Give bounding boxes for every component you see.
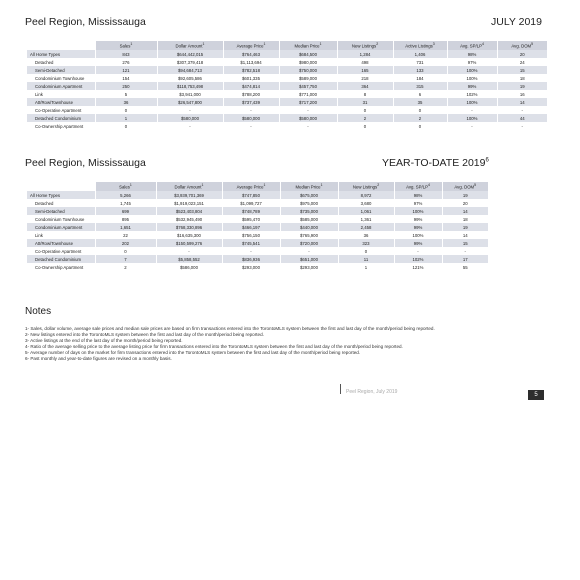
region-title: Peel Region, Mississauga	[25, 16, 146, 28]
ytd-col-header	[222, 182, 280, 191]
ytd-cell: 18	[442, 215, 488, 223]
ytd-cell: 3,680	[338, 199, 394, 207]
ytd-col-header-label: Median Price	[295, 184, 321, 190]
monthly-cell: $601,335	[223, 74, 279, 82]
monthly-cell: 0	[95, 106, 157, 114]
monthly-col-header	[393, 41, 447, 50]
ytd-cell: -	[442, 247, 488, 255]
ytd-cell: 1	[338, 263, 394, 271]
monthly-cell: $580,000	[279, 114, 337, 122]
monthly-col-header-note: 5	[531, 42, 534, 47]
ytd-cell: 1,061	[338, 207, 394, 215]
monthly-cell: 0	[337, 122, 393, 130]
ytd-cell: $675,000	[280, 191, 338, 199]
monthly-col-header-note: 3	[432, 42, 435, 47]
monthly-cell: $684,500	[279, 50, 337, 58]
ytd-row-label: Condominium Apartment	[27, 223, 95, 231]
monthly-col-header-note: 1	[319, 42, 322, 47]
monthly-cell: 250	[95, 82, 157, 90]
monthly-cell: $737,439	[223, 98, 279, 106]
monthly-cell: $580,000	[223, 114, 279, 122]
monthly-row	[27, 122, 547, 130]
monthly-cell: 2	[393, 114, 447, 122]
ytd-cell: 1,651	[95, 223, 156, 231]
monthly-cell: -	[497, 122, 547, 130]
monthly-cell: 1	[95, 114, 157, 122]
monthly-col-header	[337, 41, 393, 50]
monthly-row-label: Detached	[35, 59, 54, 65]
ytd-cell: 22	[95, 231, 156, 239]
monthly-row-label: Att/Row/Townhouse	[27, 98, 95, 106]
ytd-cell: 323	[338, 239, 394, 247]
ytd-row	[27, 223, 488, 231]
ytd-col-header	[156, 182, 222, 191]
monthly-col-header-note: 4	[481, 42, 484, 47]
monthly-cell: 154	[95, 74, 157, 82]
ytd-region-title: Peel Region, Mississauga	[25, 157, 146, 169]
monthly-cell: 24	[497, 58, 547, 66]
ytd-cell: $293,000	[280, 263, 338, 271]
monthly-cell: 18	[497, 74, 547, 82]
monthly-cell: 6	[393, 90, 447, 98]
monthly-cell: $782,518	[223, 66, 279, 74]
monthly-cell: 99%	[447, 82, 497, 90]
ytd-period-text: YEAR-TO-DATE 2019	[382, 157, 486, 169]
ytd-cell: $1,919,023,151	[156, 199, 222, 207]
ytd-row	[27, 255, 488, 263]
monthly-cell: 1,406	[393, 50, 447, 58]
ytd-cell: 2,458	[338, 223, 394, 231]
monthly-row-label: Condominium Townhouse	[35, 75, 85, 81]
ytd-cell: $585,000	[280, 215, 338, 223]
monthly-row-label: Co-Ownership Apartment	[35, 123, 84, 129]
monthly-row-label: All Home Types	[27, 50, 95, 58]
monthly-cell: $764,463	[223, 50, 279, 58]
ytd-cell: $747,850	[222, 191, 280, 199]
monthly-cell: -	[497, 106, 547, 114]
ytd-row	[27, 231, 488, 239]
ytd-cell: $16,635,300	[156, 231, 222, 239]
ytd-cell: 202	[95, 239, 156, 247]
ytd-cell: $651,000	[280, 255, 338, 263]
ytd-col-header-note: 1	[129, 183, 132, 188]
monthly-row	[27, 82, 547, 90]
monthly-row-label: Detached Condominium	[27, 114, 95, 122]
monthly-cell: 843	[95, 50, 157, 58]
ytd-col-header-note: 4	[427, 183, 430, 188]
monthly-row-label: Co-Operative Apartment	[35, 107, 82, 113]
monthly-cell: 15	[497, 66, 547, 74]
ytd-cell: 100%	[394, 231, 442, 239]
ytd-row-label: Att/Row/Townhouse	[27, 239, 95, 247]
monthly-col-header-label: New Listings	[351, 43, 377, 49]
monthly-cell: 19	[497, 82, 547, 90]
monthly-cell: $580,000	[157, 114, 223, 122]
period-title: JULY 2019	[491, 16, 542, 28]
monthly-cell: $589,000	[279, 74, 337, 82]
ytd-col-header-note: 1	[201, 183, 204, 188]
ytd-cell: 8,972	[338, 191, 394, 199]
ytd-cell: 19	[442, 223, 488, 231]
monthly-cell: $980,000	[279, 58, 337, 66]
ytd-cell: 20	[442, 199, 488, 207]
ytd-cell: 99%	[394, 215, 442, 223]
ytd-cell: 1,361	[338, 215, 394, 223]
page-marker: 5	[528, 390, 544, 400]
ytd-row	[27, 191, 488, 199]
monthly-cell: $92,605,586	[157, 74, 223, 82]
ytd-row-label: All Home Types	[27, 191, 95, 199]
monthly-cell: -	[157, 122, 223, 130]
note-item: 2- New listings entered into the TorontoMLS system between the first and last day of the month/period being reported.	[25, 332, 264, 337]
ytd-col-header	[95, 182, 156, 191]
monthly-cell: 97%	[447, 58, 497, 66]
monthly-cell: 364	[337, 82, 393, 90]
ytd-period-title	[382, 157, 489, 169]
monthly-col-header	[157, 41, 223, 50]
monthly-cell: 36	[95, 98, 157, 106]
ytd-cell: $3,939,701,369	[156, 191, 222, 199]
monthly-cell: $457,750	[279, 82, 337, 90]
note-item: 4- Ratio of the average selling price to the average listing price for firm transactions entered into the TorontoMLS system between the first and last day of the month/period being reported.	[25, 344, 403, 349]
monthly-row-label: Semi-Detached	[27, 66, 95, 74]
ytd-cell: 121%	[394, 263, 442, 271]
ytd-cell: -	[156, 247, 222, 255]
monthly-col-header-label: Dollar Amount	[175, 43, 203, 49]
monthly-cell: $771,000	[279, 90, 337, 98]
ytd-cell: $975,000	[280, 199, 338, 207]
ytd-cell: $440,000	[280, 223, 338, 231]
monthly-cell: $307,379,418	[157, 58, 223, 66]
ytd-cell: $595,470	[222, 215, 280, 223]
ytd-row	[27, 207, 488, 215]
ytd-cell: $523,403,804	[156, 207, 222, 215]
monthly-row	[27, 66, 547, 74]
footer-divider	[340, 384, 341, 394]
ytd-col-header-label: New Listings	[352, 184, 378, 190]
monthly-cell: 100%	[447, 114, 497, 122]
monthly-col-header-note: 1	[202, 42, 205, 47]
monthly-row	[27, 74, 547, 82]
monthly-cell: 498	[337, 58, 393, 66]
ytd-cell: 99%	[394, 239, 442, 247]
ytd-cell: 7	[95, 255, 156, 263]
monthly-col-header-label: Avg. SP/LP	[460, 43, 482, 49]
ytd-row-label: Link	[35, 232, 43, 238]
ytd-cell: 97%	[394, 199, 442, 207]
monthly-cell: 731	[393, 58, 447, 66]
monthly-col-header-label: Active Listings	[405, 43, 433, 49]
ytd-cell: 5,266	[95, 191, 156, 199]
monthly-cell: 276	[95, 58, 157, 66]
ytd-cell: $765,900	[280, 231, 338, 239]
monthly-cell: 184	[393, 74, 447, 82]
ytd-cell: 2	[95, 263, 156, 271]
monthly-cell: -	[447, 122, 497, 130]
monthly-cell: 35	[393, 98, 447, 106]
ytd-row	[27, 199, 488, 207]
monthly-cell: 0	[95, 122, 157, 130]
monthly-cell: -	[279, 122, 337, 130]
ytd-cell: 14	[442, 231, 488, 239]
footer-text: Peel Region, July 2019	[346, 389, 398, 395]
ytd-col-header-note: 5	[474, 183, 477, 188]
ytd-col-header-label: Sales	[119, 184, 130, 190]
monthly-cell: $788,200	[223, 90, 279, 98]
monthly-cell: 98%	[447, 50, 497, 58]
monthly-row-label: Condominium Apartment	[27, 82, 95, 90]
monthly-cell: $3,941,000	[157, 90, 223, 98]
monthly-cell: 20	[497, 50, 547, 58]
monthly-cell: 44	[497, 114, 547, 122]
ytd-cell: $836,936	[222, 255, 280, 263]
monthly-cell: -	[157, 106, 223, 114]
ytd-cell: $735,000	[280, 207, 338, 215]
ytd-cell: 99%	[394, 223, 442, 231]
monthly-col-header-label: Avg. DOM	[511, 43, 532, 49]
monthly-cell: 2	[337, 114, 393, 122]
monthly-cell: 218	[337, 74, 393, 82]
monthly-col-header	[279, 41, 337, 50]
ytd-period-sup: 6	[485, 157, 489, 164]
ytd-cell: $768,330,896	[156, 223, 222, 231]
monthly-cell: -	[223, 106, 279, 114]
ytd-row	[27, 239, 488, 247]
ytd-cell: 699	[95, 207, 156, 215]
ytd-col-header-label: Average Price	[236, 184, 264, 190]
ytd-cell: 14	[442, 207, 488, 215]
ytd-stats-table	[27, 182, 488, 271]
ytd-col-header-note: 1	[320, 183, 323, 188]
ytd-cell: $756,150	[222, 231, 280, 239]
ytd-cell: 55	[442, 263, 488, 271]
monthly-col-header-label: Sales	[119, 43, 131, 49]
note-item: 3- Active listings at the end of the last day of the month/period being reported.	[25, 338, 183, 343]
monthly-cell: 102%	[447, 90, 497, 98]
ytd-row-label: Detached Condominium	[27, 255, 95, 263]
monthly-cell: -	[447, 106, 497, 114]
monthly-cell: 31	[337, 98, 393, 106]
monthly-col-header	[497, 41, 547, 50]
monthly-col-header-label: Median Price	[294, 43, 320, 49]
ytd-col-header-note: 1	[263, 183, 266, 188]
monthly-col-header	[447, 41, 497, 50]
monthly-cell: $118,753,498	[157, 82, 223, 90]
monthly-cell: 165	[337, 66, 393, 74]
monthly-cell: $750,000	[279, 66, 337, 74]
monthly-stats-table	[27, 41, 547, 130]
ytd-cell: 98%	[394, 191, 442, 199]
monthly-cell: 133	[393, 66, 447, 74]
ytd-cell: $586,000	[156, 263, 222, 271]
monthly-row	[27, 58, 547, 66]
ytd-cell: 36	[338, 231, 394, 239]
ytd-cell: 1,745	[95, 199, 156, 207]
ytd-cell: $532,945,490	[156, 215, 222, 223]
monthly-cell: $26,547,800	[157, 98, 223, 106]
ytd-cell: $150,599,276	[156, 239, 222, 247]
monthly-row-label: Link	[35, 91, 43, 97]
notes-list	[25, 326, 495, 362]
monthly-cell: 100%	[447, 98, 497, 106]
monthly-row	[27, 50, 547, 58]
ytd-cell: $466,197	[222, 223, 280, 231]
ytd-cell: 11	[338, 255, 394, 263]
note-item: 5- Average number of days on the market for firm transactions entered into the TorontoMLS system between the first and last day of the month/period being reported.	[25, 350, 361, 355]
monthly-cell: -	[223, 122, 279, 130]
ytd-cell: 102%	[394, 255, 442, 263]
monthly-cell: 0	[393, 122, 447, 130]
monthly-col-header-note: 2	[376, 42, 379, 47]
ytd-cell: 15	[442, 239, 488, 247]
ytd-cell: $748,789	[222, 207, 280, 215]
monthly-cell: -	[279, 106, 337, 114]
monthly-cell: 121	[95, 66, 157, 74]
monthly-cell: 1,284	[337, 50, 393, 58]
ytd-row-label: Detached	[35, 200, 54, 206]
ytd-cell: $293,000	[222, 263, 280, 271]
monthly-col-header-label: Average Price	[236, 43, 264, 49]
ytd-row-label: Semi-Detached	[27, 207, 95, 215]
monthly-cell: 100%	[447, 66, 497, 74]
ytd-col-header	[338, 182, 394, 191]
monthly-cell: 100%	[447, 74, 497, 82]
monthly-col-header-note: 1	[130, 42, 133, 47]
monthly-cell: $644,442,015	[157, 50, 223, 58]
ytd-cell: -	[280, 247, 338, 255]
ytd-cell: 19	[442, 191, 488, 199]
monthly-row	[27, 98, 547, 106]
ytd-cell: -	[222, 247, 280, 255]
ytd-cell: $5,858,552	[156, 255, 222, 263]
notes-title: Notes	[25, 306, 52, 317]
ytd-cell: $1,099,727	[222, 199, 280, 207]
ytd-col-header	[394, 182, 442, 191]
ytd-cell: 0	[95, 247, 156, 255]
monthly-cell: 5	[95, 90, 157, 98]
blank-header	[27, 182, 95, 191]
ytd-col-header	[280, 182, 338, 191]
monthly-cell: $1,113,694	[223, 58, 279, 66]
monthly-cell: 14	[497, 98, 547, 106]
blank-header	[27, 41, 95, 50]
monthly-cell: 0	[393, 106, 447, 114]
monthly-col-header	[223, 41, 279, 50]
ytd-row	[27, 215, 488, 223]
ytd-cell: 17	[442, 255, 488, 263]
monthly-cell: $474,814	[223, 82, 279, 90]
ytd-row	[27, 247, 488, 255]
monthly-col-header-note: 1	[263, 42, 266, 47]
monthly-cell: $94,684,713	[157, 66, 223, 74]
monthly-row	[27, 90, 547, 98]
note-item: 6- Past monthly and year-to-date figures are revised on a monthly basis.	[25, 356, 172, 361]
monthly-cell: 16	[497, 90, 547, 98]
ytd-cell: 100%	[394, 207, 442, 215]
ytd-col-header-label: Avg. SP/LP	[406, 184, 428, 190]
ytd-cell: 895	[95, 215, 156, 223]
monthly-col-header	[95, 41, 157, 50]
note-item: 1- Sales, dollar volume, average sale prices and median sale prices are based on firm transactions entered into the TorontoMLS system between the first and last day of the month/period being reported.	[25, 326, 435, 331]
ytd-cell: -	[394, 247, 442, 255]
ytd-col-header-note: 2	[377, 183, 380, 188]
ytd-col-header-label: Dollar Amount	[174, 184, 202, 190]
ytd-row	[27, 263, 488, 271]
monthly-row	[27, 114, 547, 122]
monthly-cell: 0	[337, 106, 393, 114]
monthly-cell: 8	[337, 90, 393, 98]
monthly-cell: 315	[393, 82, 447, 90]
ytd-row-label: Co-Operative Apartment	[35, 248, 82, 254]
ytd-row-label: Co-Ownership Apartment	[35, 264, 84, 270]
ytd-cell: $745,541	[222, 239, 280, 247]
ytd-cell: $720,000	[280, 239, 338, 247]
ytd-cell: 0	[338, 247, 394, 255]
monthly-row	[27, 106, 547, 114]
ytd-row-label: Condominium Townhouse	[35, 216, 85, 222]
monthly-cell: $717,200	[279, 98, 337, 106]
ytd-col-header-label: Avg. DOM	[454, 184, 475, 190]
ytd-col-header	[442, 182, 488, 191]
